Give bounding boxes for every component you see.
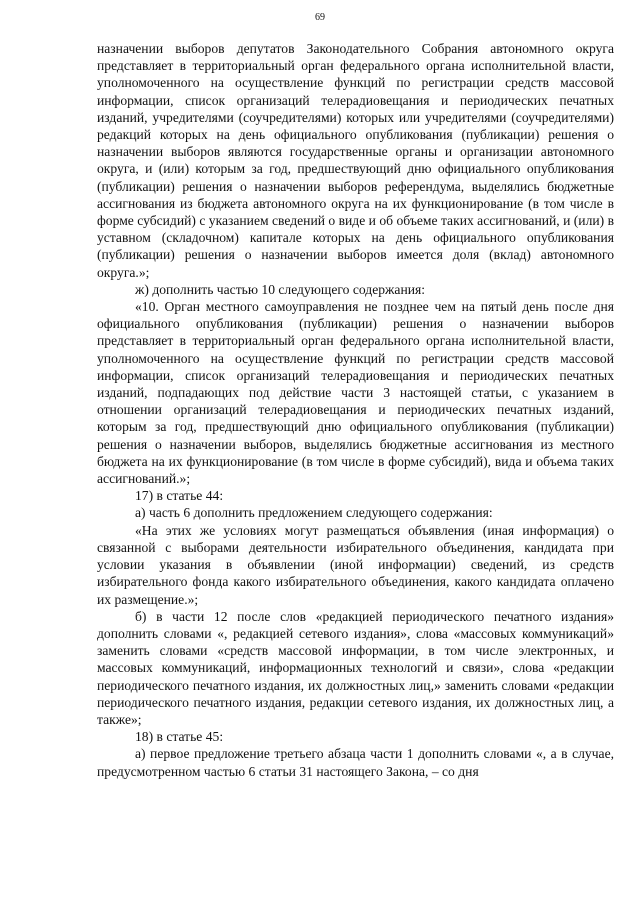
paragraph: а) первое предложение третьего абзаца части 1 дополнить словами «, а в случае, предусмотренном частью 6 статьи 31 настоящего Закона, – со дня [97, 746, 614, 779]
paragraph: «На этих же условиях могут размещаться объявления (иная информация) о связанной с выборами деятельности избирательного объединения, кандидата при условии указания в объявлении (иной информации) сведений, из средств избирательного фонда какого избирательного объединения, какого кандидата оплачено их размещение.»; [97, 522, 614, 607]
paragraph: назначении выборов депутатов Законодательного Собрания автономного округа представляет в территориальный орган федерального органа исполнительной власти, уполномоченного на осуществление функций по регистрации средств массовой информации, список организаций телерадиовещания и периодических печатных изданий, учредителями (соучредителями) которых или учредителями (соучредителями) редакций которых на день официального опубликования (публикации) решения о назначении выборов являются государственные органы и организации автономного округа, и (или) которым за год, предшествующий дню официального опубликования (публикации) решения о назначении выборов референдума, выделялись бюджетные ассигнования из бюджета автономного округа на их функционирование (в том числе в форме субсидий) с указанием сведений о виде и об объеме таких ассигнований, и (или) в уставном (складочном) капитале которых на день официального опубликования (публикации) решения о назначении выборов имеется доля (вклад) автономного округа.»; [97, 41, 614, 280]
paragraph: ж) дополнить частью 10 следующего содержания: [135, 281, 426, 297]
paragraph: б) в части 12 после слов «редакцией периодического печатного издания» дополнить словами «, редакцией сетевого издания», слова «массовых коммуникаций» заменить словами «средств массовой информации, в том числе электронных, и массовых коммуникаций, информационных технологий и связи», слова «редакции периодического печатного издания, их должностных лиц,» заменить словами «редакции периодического печатного издания, редакции сетевого издания, их должностных лиц, а также»; [97, 608, 614, 727]
paragraph: 17) в статье 44: [135, 488, 224, 504]
paragraph: а) часть 6 дополнить предложением следующего содержания: [135, 505, 493, 521]
paragraph: 18) в статье 45: [135, 729, 224, 745]
page-number: 69 [315, 12, 325, 23]
paragraph: «10. Орган местного самоуправления не позднее чем на пятый день после дня официального опубликования (публикации) решения о назначении выборов представляет в территориальный орган федерального органа исполнительной власти, уполномоченного на осуществление функций по регистрации средств массовой информации, список организаций телерадиовещания и периодических печатных изданий, подпадающих под действие части 3 настоящей статьи, с указанием в отношении организаций телерадиовещания и периодических печатных изданий, которым за год, предшествующий дню официального опубликования (публикации) решения о назначении выборов, выделялись бюджетные ассигнования из местного бюджета на их функционирование (в том числе в форме субсидий), вида и объема таких ассигнований.»; [97, 299, 614, 487]
document-body [97, 40, 614, 780]
